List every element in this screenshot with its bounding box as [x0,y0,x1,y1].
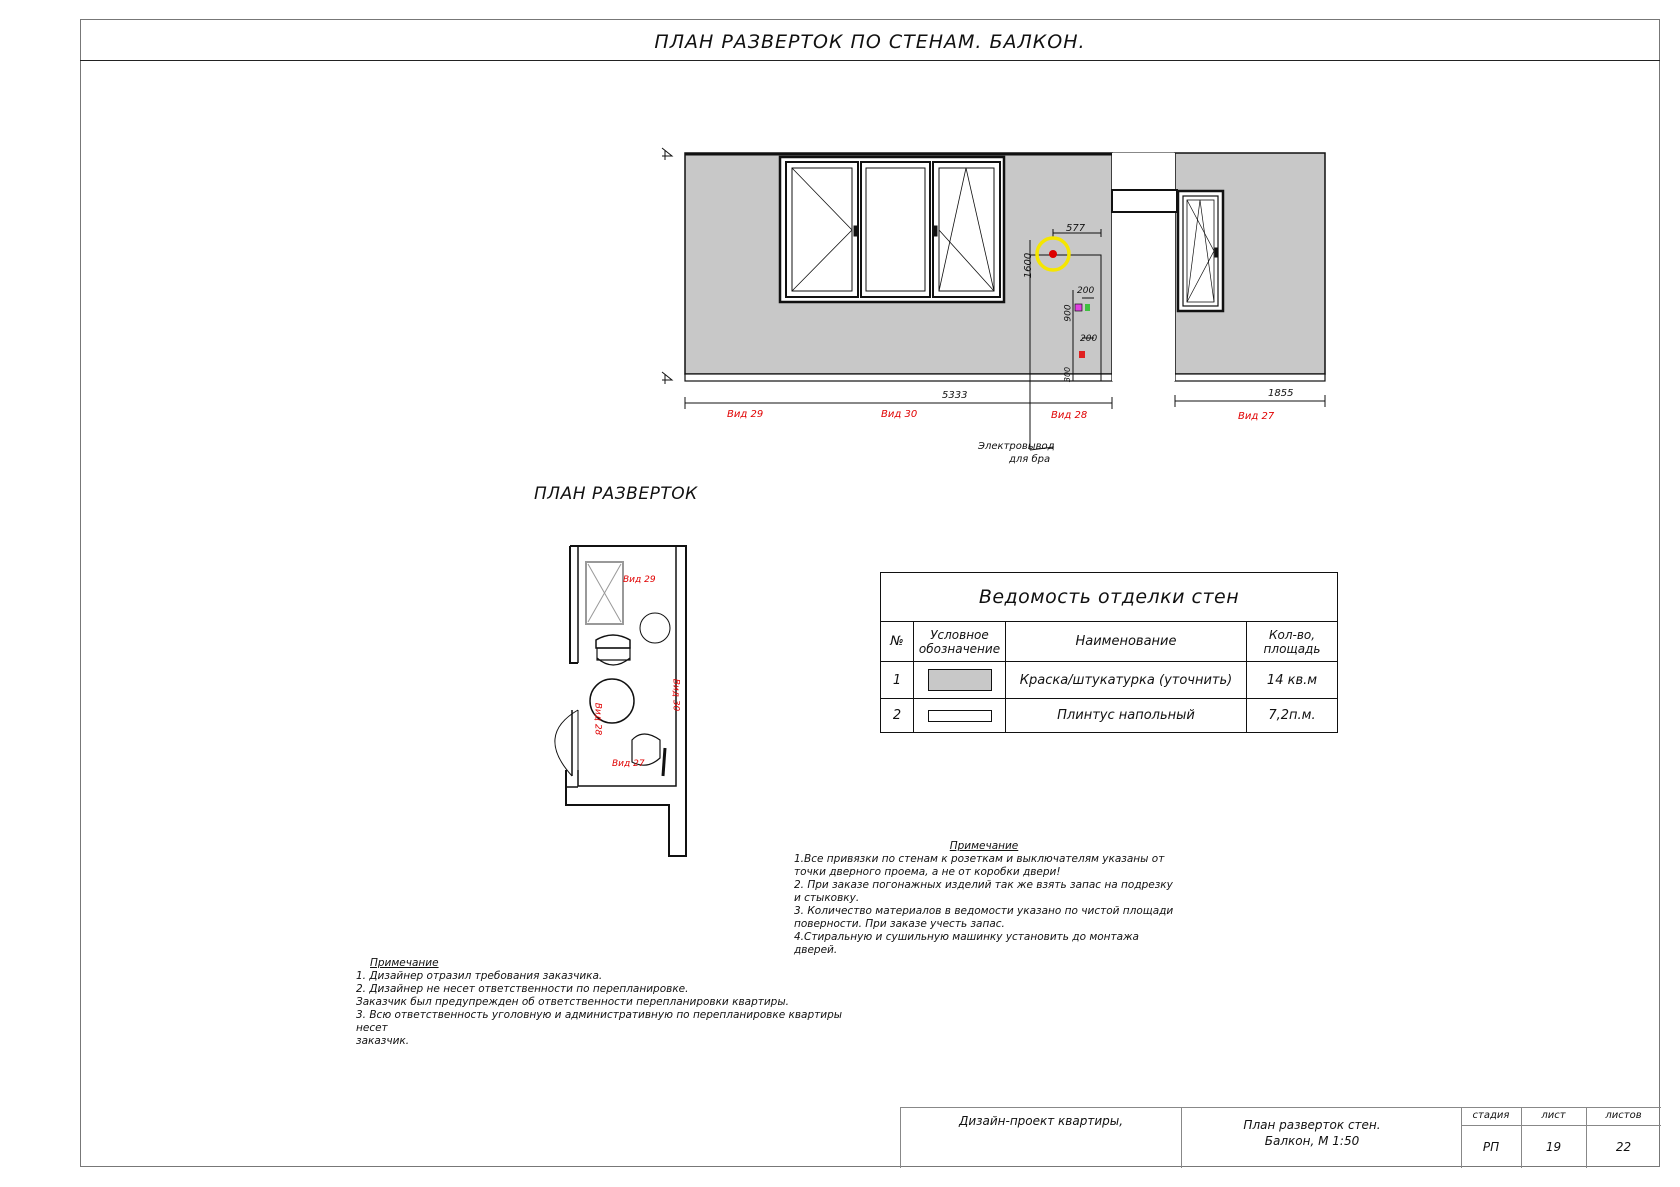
row-qty: 14 кв.м [1247,662,1338,699]
plan-heading: ПЛАН РАЗВЕРТОК [534,484,698,504]
notes2-line: заказчик. [356,1035,410,1047]
dim-total-left: 5333 [942,390,968,401]
schedule-title: Ведомость отделки стен [881,573,1338,622]
header-name: Наименование [1006,622,1247,662]
stamp-stage: РП [1482,1140,1500,1154]
notes2-line: 1. Дизайнер отразил требования заказчика. [356,970,603,982]
notes2-line: Заказчик был предупрежден об ответственности перепланировки квартиры. [356,996,789,1008]
notes1-title: Примечание [949,840,1019,852]
row-swatch [914,662,1006,699]
notes2-title: Примечание [370,957,439,969]
paint-swatch [928,669,992,691]
notes-block-2 [356,957,876,1048]
label-view-27: Вид 27 [1238,411,1275,422]
dim-300: 300 [1063,366,1073,383]
label-view-29: Вид 29 [727,409,764,420]
notes-block-1 [794,840,1174,957]
row-num: 1 [881,662,914,699]
stamp-stage-label: стадия [1472,1110,1510,1121]
header-qty: Кол-во, площадь [1247,622,1338,662]
plan-label-view-27: Вид 27 [612,759,645,769]
dim-1600: 1600 [1023,252,1035,279]
notes1-line: 2. При заказе погонажных изделий так же взять запас на подрезку [794,879,1173,891]
title-block [900,1107,1661,1168]
notes2-line: 2. Дизайнер не несет ответственности по перепланировке. [356,983,689,995]
label-view-30: Вид 30 [881,409,918,420]
stamp-sheet-name-2: Балкон, М 1:50 [1264,1134,1360,1148]
finishing-schedule [880,572,1338,733]
row-name: Плинтус напольный [1006,699,1247,733]
plan-label-view-28: Вид 28 [592,702,603,736]
stamp-divider [1461,1125,1661,1126]
stamp-sheets-label: листов [1605,1110,1642,1121]
table-row [881,662,1338,699]
notes2-line: 3. Всю ответственность уголовную и административную по перепланировке квартиры несет [356,1009,843,1034]
notes1-line: и стыковку. [794,892,860,904]
notes1-line: поверности. При заказе учесть запас. [794,918,1005,930]
label-view-28: Вид 28 [1051,410,1088,421]
dim-900: 900 [1063,304,1074,322]
notes1-line: 3. Количество материалов в ведомости указано по чистой площади [794,905,1174,917]
row-swatch [914,699,1006,733]
plan-label-view-29: Вид 29 [623,575,656,585]
notes1-line: точки дверного проема, а не от коробки двери! [794,866,1061,878]
dim-total-right: 1855 [1268,388,1294,399]
row-name: Краска/штукатурка (уточнить) [1006,662,1247,699]
stamp-sheet-label: лист [1541,1110,1566,1121]
callout-line1: Электровывод [978,441,1055,452]
dim-200-top: 200 [1077,286,1095,296]
row-qty: 7,2п.м. [1247,699,1338,733]
stamp-sheets: 22 [1615,1140,1632,1154]
stamp-sheet: 19 [1545,1140,1562,1154]
stamp-project: Дизайн-проект квартиры, [958,1114,1124,1128]
header-symbol: Условное обозначение [914,622,1006,662]
table-row [881,699,1338,733]
sheet-title: ПЛАН РАЗВЕРТОК ПО СТЕНАМ. БАЛКОН. [80,20,1660,61]
row-num: 2 [881,699,914,733]
dim-200-bottom: 200 [1080,334,1098,344]
plinth-swatch [928,710,992,722]
stamp-sheet-name-1: План разверток стен. [1243,1118,1381,1132]
header-num: № [881,622,914,662]
dim-577: 577 [1066,223,1086,234]
notes1-line: 1.Все привязки по стенам к розеткам и выключателям указаны от [794,853,1165,865]
notes1-line: 4.Стиральную и сушильную машинку установить до монтажа дверей. [794,931,1139,956]
plan-label-view-30: Вид 30 [670,678,681,712]
callout-line2: для бра [1009,454,1051,465]
